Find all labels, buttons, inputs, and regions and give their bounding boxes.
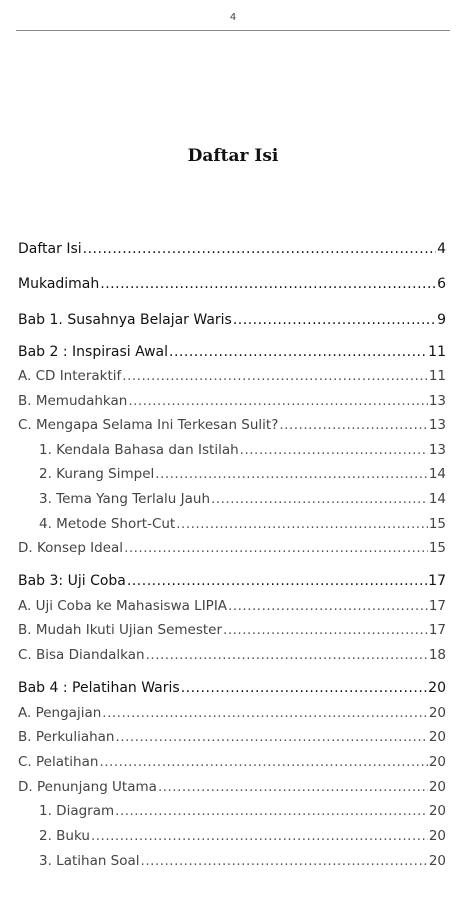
toc-entry[interactable] <box>18 391 446 411</box>
toc-entry-label: C. Bisa Diandalkan <box>18 647 145 663</box>
toc-dot-leader <box>211 489 428 509</box>
toc-dot-leader <box>99 752 427 772</box>
toc-dot-leader <box>279 415 427 435</box>
toc-entry-label: Mukadimah <box>18 276 100 292</box>
toc-dot-leader <box>83 239 436 259</box>
toc-entry-label: D. Konsep Ideal <box>18 540 124 556</box>
toc-dot-leader <box>181 678 427 698</box>
header-rule <box>16 30 450 31</box>
toc-entry[interactable] <box>18 703 446 723</box>
toc-entry-label: Daftar Isi <box>18 241 82 257</box>
toc-dot-leader <box>122 366 428 386</box>
toc-entry-page: 20 <box>428 779 446 795</box>
toc-entry-page: 11 <box>428 368 446 384</box>
toc-entry-label: Bab 4 : Pelatihan Waris <box>18 680 180 696</box>
toc-dot-leader <box>155 464 428 484</box>
toc-entry-page: 9 <box>437 312 446 328</box>
page-title: Daftar Isi <box>187 146 279 166</box>
toc-entry-label: 1. Kendala Bahasa dan Istilah <box>39 442 239 458</box>
toc-entry-label: D. Penunjang Utama <box>18 779 157 795</box>
toc-dot-leader <box>115 727 427 747</box>
toc-entry[interactable] <box>18 801 446 821</box>
toc-dot-leader <box>146 645 428 665</box>
toc-entry-page: 4 <box>437 241 446 257</box>
toc-entry-label: A. Uji Coba ke Mahasiswa LIPIA <box>18 598 228 614</box>
toc-entry[interactable] <box>18 826 446 846</box>
toc-entry-page: 20 <box>428 729 446 745</box>
toc-entry-page: 14 <box>428 491 446 507</box>
toc-entry[interactable] <box>18 538 446 558</box>
toc-entry-page: 20 <box>428 754 446 770</box>
toc-dot-leader <box>141 851 428 871</box>
toc-entry[interactable] <box>18 489 446 509</box>
toc-entry-page: 14 <box>428 466 446 482</box>
toc-entry[interactable] <box>18 727 446 747</box>
toc-entry-label: 3. Tema Yang Terlalu Jauh <box>39 491 211 507</box>
toc-entry-label: Bab 3: Uji Coba <box>18 573 126 589</box>
toc-entry-label: 3. Latihan Soal <box>39 853 140 869</box>
toc-entry-label: C. Mengapa Selama Ini Terkesan Sulit? <box>18 417 279 433</box>
toc-entry[interactable] <box>18 596 446 616</box>
toc-entry[interactable] <box>18 415 446 435</box>
toc-entry[interactable] <box>18 620 446 640</box>
toc-entry[interactable] <box>18 239 446 259</box>
toc-dot-leader <box>127 571 427 591</box>
toc-entry[interactable] <box>18 777 446 797</box>
toc-entry-page: 20 <box>428 680 446 696</box>
toc-entry[interactable] <box>18 678 446 698</box>
toc-dot-leader <box>169 342 427 362</box>
toc-entry-page: 17 <box>428 622 446 638</box>
toc-entry[interactable] <box>18 310 446 330</box>
toc-entry[interactable] <box>18 464 446 484</box>
toc-entry-page: 20 <box>428 705 446 721</box>
toc-entry[interactable] <box>18 571 446 591</box>
toc-entry-label: B. Mudah Ikuti Ujian Semester <box>18 622 223 638</box>
toc-dot-leader <box>115 801 428 821</box>
toc-entry-page: 13 <box>428 417 446 433</box>
toc-entry-page: 20 <box>428 853 446 869</box>
toc-dot-leader <box>128 391 428 411</box>
toc-entry-page: 17 <box>428 573 446 589</box>
toc-dot-leader <box>176 514 428 534</box>
toc-dot-leader <box>223 620 428 640</box>
toc-entry-label: 4. Metode Short-Cut <box>39 516 176 532</box>
toc-entry-page: 17 <box>428 598 446 614</box>
toc-entry[interactable] <box>18 366 446 386</box>
toc-dot-leader <box>228 596 428 616</box>
toc-entry[interactable] <box>18 440 446 460</box>
page-number: 4 <box>229 12 237 23</box>
toc-entry-label: 2. Kurang Simpel <box>39 466 155 482</box>
toc-entry-label: Bab 2 : Inspirasi Awal <box>18 344 169 360</box>
toc-dot-leader <box>233 310 436 330</box>
toc-entry[interactable] <box>18 645 446 665</box>
toc-entry-label: A. Pengajian <box>18 705 102 721</box>
toc-entry-label: 1. Diagram <box>39 803 115 819</box>
toc-dot-leader <box>100 274 436 294</box>
toc-dot-leader <box>158 777 428 797</box>
toc-entry-page: 13 <box>428 442 446 458</box>
toc-entry[interactable] <box>18 342 446 362</box>
toc-entry-label: C. Pelatihan <box>18 754 99 770</box>
toc-dot-leader <box>102 703 428 723</box>
toc-dot-leader <box>240 440 428 460</box>
toc-entry-label: B. Perkuliahan <box>18 729 115 745</box>
toc-entry[interactable] <box>18 752 446 772</box>
toc-entry-page: 13 <box>428 393 446 409</box>
toc-entry-label: 2. Buku <box>39 828 90 844</box>
toc-entry-page: 15 <box>428 516 446 532</box>
toc-entry-page: 20 <box>428 803 446 819</box>
toc-entry-label: Bab 1. Susahnya Belajar Waris <box>18 312 232 328</box>
toc-entry-label: B. Memudahkan <box>18 393 128 409</box>
toc-entry-page: 6 <box>437 276 446 292</box>
toc-entry[interactable] <box>18 274 446 294</box>
toc-entry[interactable] <box>18 851 446 871</box>
toc-entry-page: 11 <box>428 344 446 360</box>
toc-entry-page: 20 <box>428 828 446 844</box>
toc-dot-leader <box>91 826 428 846</box>
toc-entry-label: A. CD Interaktif <box>18 368 122 384</box>
toc-entry[interactable] <box>18 514 446 534</box>
toc-entry-page: 18 <box>428 647 446 663</box>
toc-entry-page: 15 <box>428 540 446 556</box>
toc-dot-leader <box>124 538 428 558</box>
